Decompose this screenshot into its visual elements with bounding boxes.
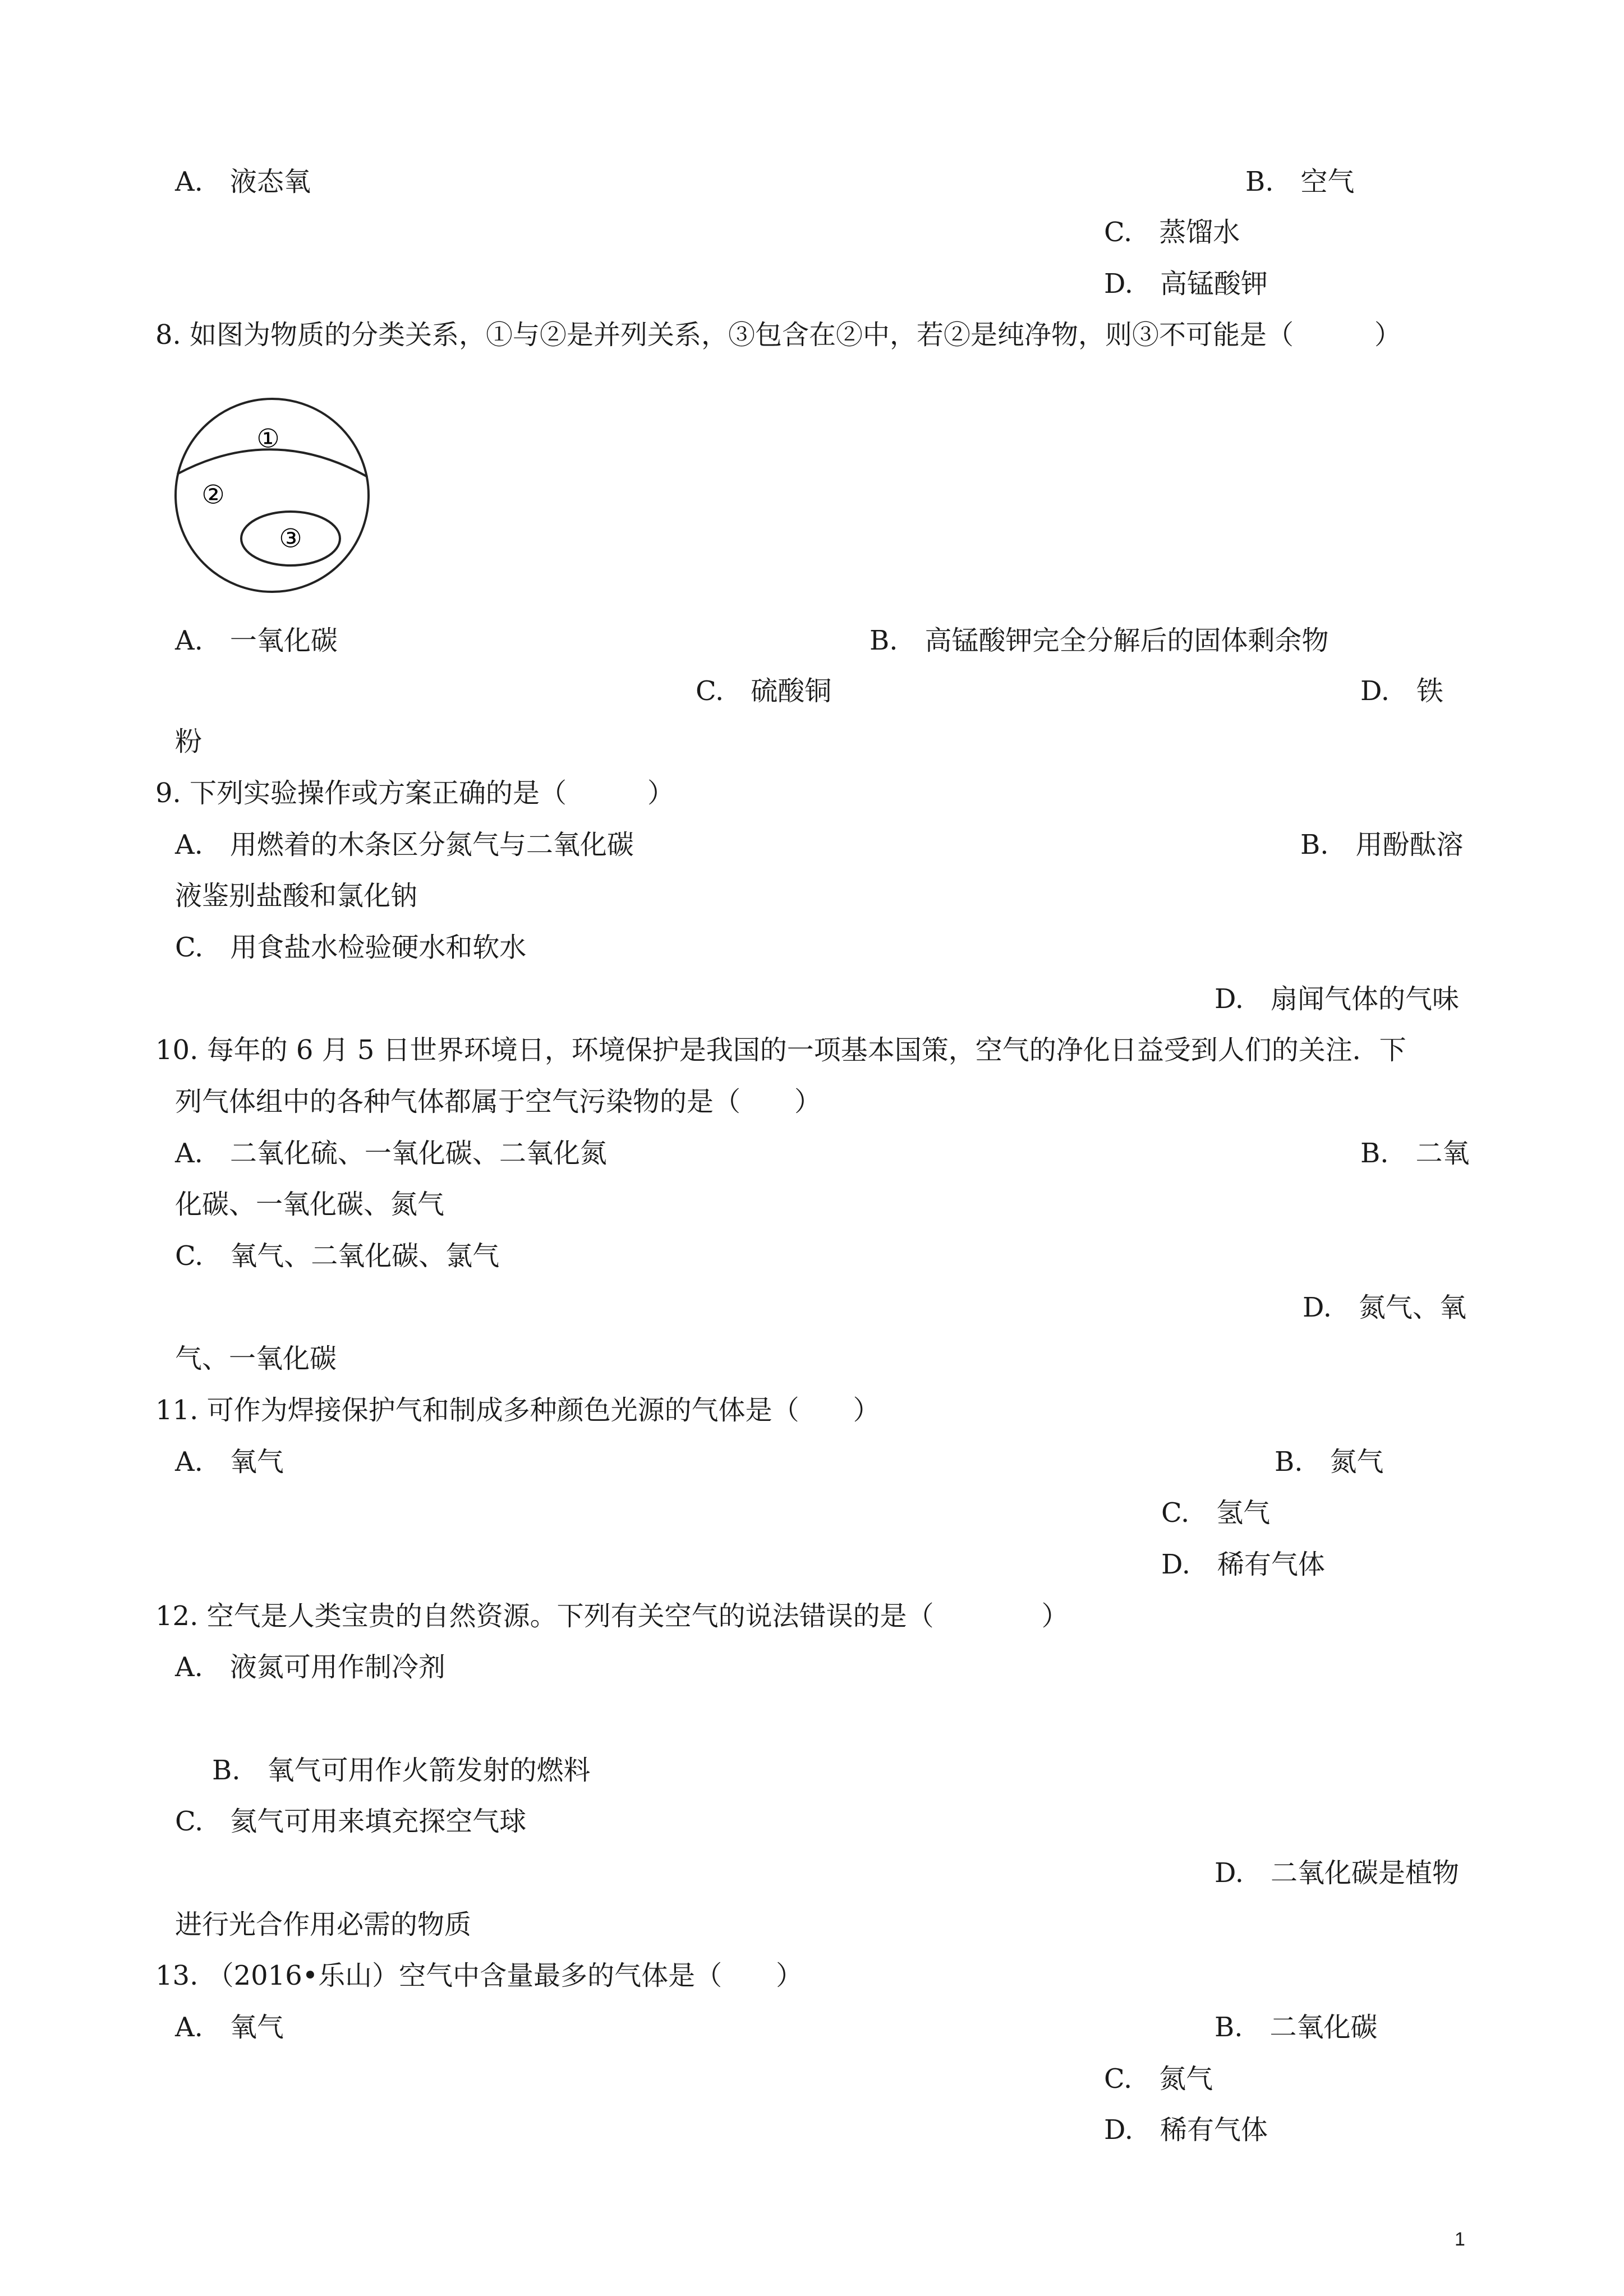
q9-option-b: B. 用酚酞溶 [1300, 829, 1464, 861]
q12-stem: 12. 空气是人类宝贵的自然资源。下列有关空气的说法错误的是（ ） [155, 1600, 1069, 1632]
q9-option-a: A. 用燃着的木条区分氮气与二氧化碳 [175, 829, 634, 861]
q10-option-d: D. 氮气、氧 [1303, 1292, 1467, 1323]
q10-stem-line2: 列气体组中的各种气体都属于空气污染物的是（ ） [175, 1086, 822, 1117]
q7-option-b: B. 空气 [1245, 166, 1355, 197]
classification-diagram [168, 395, 381, 595]
q9-option-d: D. 扇闻气体的气味 [1214, 983, 1460, 1015]
q7-option-a: A. 液态氧 [175, 166, 311, 197]
q12-option-d: D. 二氧化碳是植物 [1214, 1857, 1460, 1889]
q10-option-c: C. 氧气、二氧化碳、氯气 [175, 1240, 500, 1272]
q8-option-a: A. 一氧化碳 [175, 625, 338, 656]
q11-option-d: D. 稀有气体 [1161, 1549, 1326, 1580]
q11-option-b: B. 氮气 [1275, 1446, 1384, 1478]
q13-option-a: A. 氧气 [175, 2012, 284, 2043]
q9-stem: 9. 下列实验操作或方案正确的是（ ） [155, 777, 675, 809]
q12-option-a: A. 液氮可用作制冷剂 [175, 1651, 445, 1683]
label-1: ① [256, 423, 280, 454]
q8-option-c: C. 硫酸铜 [696, 675, 832, 707]
q7-option-c: C. 蒸馏水 [1104, 217, 1240, 248]
q8-stem: 8. 如图为物质的分类关系，①与②是并列关系，③包含在②中，若②是纯净物，则③不可能是（ ） [155, 319, 1402, 351]
q12-option-b: B. 氧气可用作火箭发射的燃料 [212, 1755, 591, 1786]
q10-option-a: A. 二氧化硫、一氧化碳、二氧化氮 [175, 1138, 607, 1169]
q7-option-d: D. 高锰酸钾 [1104, 268, 1268, 300]
q12-option-c: C. 氦气可用来填充探空气球 [175, 1806, 527, 1837]
q10-stem-line1: 10. 每年的 6 月 5 日世界环境日，环境保护是我国的一项基本国策，空气的净化日益受到人们的关注．下 [155, 1034, 1406, 1066]
q9-option-c: C. 用食盐水检验硬水和软水 [175, 932, 527, 963]
q10-option-d-wrap: 气、一氧化碳 [175, 1343, 337, 1374]
q8-option-d-wrap: 粉 [175, 726, 203, 757]
q13-option-c: C. 氮气 [1104, 2063, 1213, 2095]
q11-option-c: C. 氢气 [1161, 1497, 1271, 1529]
q13-option-d: D. 稀有气体 [1104, 2114, 1268, 2146]
q9-option-b-wrap: 液鉴别盐酸和氯化钠 [175, 880, 418, 912]
q8-option-b: B. 高锰酸钾完全分解后的固体剩余物 [869, 625, 1329, 656]
q11-option-a: A. 氧气 [175, 1446, 284, 1478]
q11-stem: 11. 可作为焊接保护气和制成多种颜色光源的气体是（ ） [155, 1395, 880, 1426]
divider-arc [177, 449, 367, 477]
page-number: 1 [1455, 2229, 1465, 2250]
label-3: ③ [279, 523, 302, 554]
q10-option-b-wrap: 化碳、一氧化碳、氮气 [175, 1189, 445, 1220]
label-2: ② [201, 479, 225, 510]
q13-stem: 13. （2016•乐山）空气中含量最多的气体是（ ） [155, 1960, 803, 1991]
q13-option-b: B. 二氧化碳 [1214, 2012, 1378, 2043]
q10-option-b: B. 二氧 [1360, 1138, 1470, 1169]
q8-option-d: D. 铁 [1360, 675, 1444, 707]
q12-option-d-wrap: 进行光合作用必需的物质 [175, 1909, 472, 1940]
